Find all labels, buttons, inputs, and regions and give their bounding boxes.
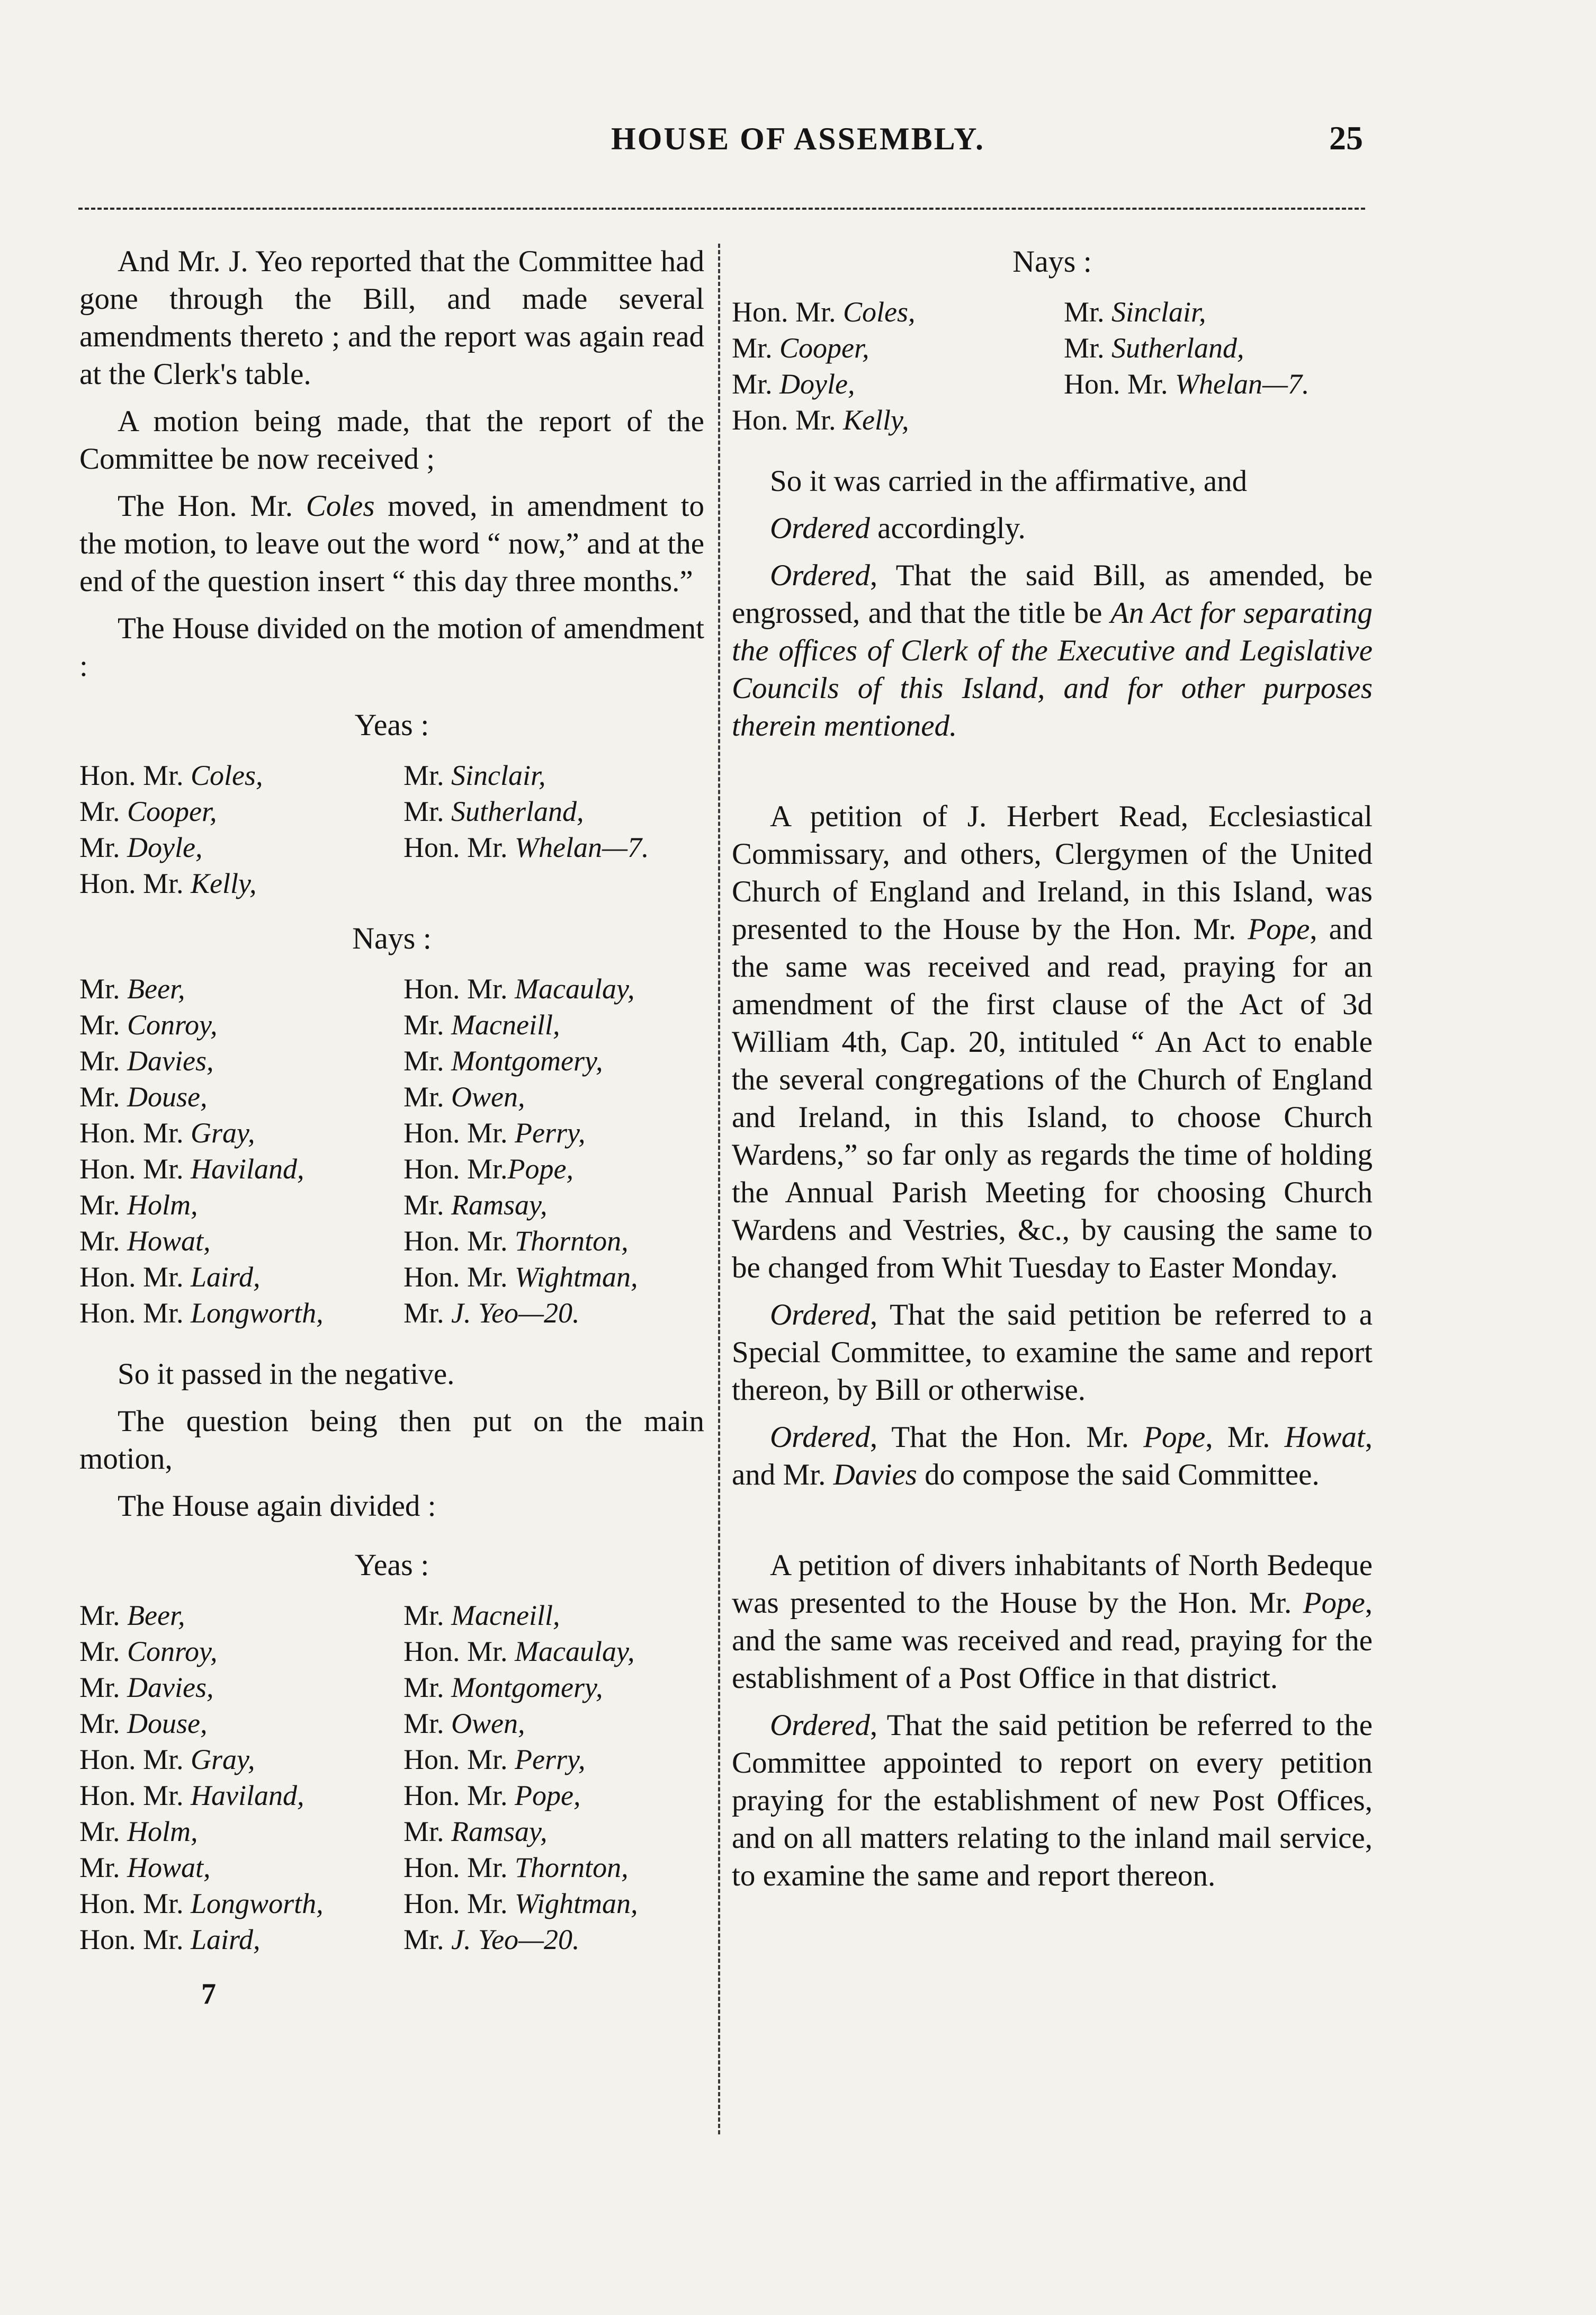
division-member: Hon. Mr. Whelan—7. — [404, 832, 649, 863]
division-member: Mr. Beer, — [79, 973, 185, 1005]
division-member: Hon. Mr. Longworth, — [79, 1888, 324, 1919]
left-column — [79, 243, 704, 2013]
nays-heading: Nays : — [352, 921, 432, 955]
paragraph — [79, 1402, 704, 1478]
division-member: Hon. Mr. Coles, — [79, 759, 263, 791]
paragraph — [79, 403, 704, 478]
division-member: Mr. Douse, — [79, 1708, 208, 1739]
text-run: The question being then put on the main motion, — [79, 1405, 704, 1476]
text-run: , That the said petition be referred to the Committee appointed to report on every petition praying for the establishment of new Post Offices, and on all matters relating to the inland mail service, to examine the same and report thereon. — [732, 1709, 1373, 1892]
running-title: HOUSE OF ASSEMBLY. — [611, 121, 985, 156]
division-member: Mr. Sinclair, — [404, 759, 546, 791]
division-member: Mr. Owen, — [404, 1081, 525, 1113]
division-member: Mr. Howat, — [79, 1852, 211, 1883]
division-member: Mr. Davies, — [79, 1672, 214, 1703]
text-run: do compose the said Committee. — [917, 1458, 1320, 1491]
text-run: , and Mr. — [732, 1420, 1373, 1491]
division-member: Hon. Mr. Haviland, — [79, 1780, 304, 1811]
division-member: Hon. Mr.Pope, — [404, 1153, 573, 1185]
division-member: Hon. Mr. Perry, — [404, 1744, 586, 1775]
division-member: Mr. Ramsay, — [404, 1189, 548, 1221]
division-member: Mr. Howat, — [79, 1225, 211, 1257]
text-run: The House divided on the motion of amendment : — [79, 612, 704, 683]
paragraph — [732, 798, 1373, 1286]
paragraph — [732, 462, 1373, 500]
division-member: Mr. Doyle, — [732, 368, 855, 400]
division-list-yeas — [79, 757, 704, 901]
text-run: A petition of J. Herbert Read, Ecclesiastical Commissary, and others, Clergymen of the United Church of England and Ireland, in this Island, was presented to the House by the Hon. Mr. — [732, 800, 1373, 946]
division-member: Mr. Sinclair, — [1064, 296, 1206, 328]
column-divider — [718, 244, 720, 2134]
text-run: , Mr. — [1205, 1420, 1285, 1454]
division-member: Hon. Mr. Coles, — [732, 296, 916, 328]
order-word: Ordered — [770, 1709, 870, 1742]
division-member: Hon. Mr. Haviland, — [79, 1153, 304, 1185]
paragraph — [79, 1487, 704, 1525]
paragraph — [732, 1706, 1373, 1894]
division-member: Mr. Ramsay, — [404, 1816, 548, 1847]
text-run: , and the same was received and read, praying for the establishment of a Post Office in that district. — [732, 1586, 1373, 1695]
text-run: , That the Hon. Mr. — [869, 1420, 1144, 1454]
member-name: Pope — [1143, 1420, 1206, 1454]
paragraph — [732, 557, 1373, 745]
division-member: Hon. Mr. Pope, — [404, 1780, 581, 1811]
text-run: , and the same was received and read, praying for an amendment of the first clause of the Act of 3d William 4th, Cap. 20, intituled “ An Act to enable the several congregations of the Church of England and Ireland, in this Island, to choose Church Wardens,” so far only as regards the time of holding the Annual Parish Meeting for choosing Church Wardens and Vestries, &c., by causing the same to be changed from Whit Tuesday to Easter Monday. — [732, 913, 1373, 1284]
division-list-nays — [79, 971, 704, 1331]
division-member: Mr. J. Yeo—20. — [404, 1924, 580, 1955]
text-run: accordingly. — [869, 512, 1026, 545]
yeas-heading: Yeas : — [354, 708, 429, 742]
text-run: , That the said Bill, as amended, be engrossed, and that the title be — [732, 559, 1373, 630]
order-word: Ordered — [770, 1298, 870, 1331]
text-run: A petition of divers inhabitants of North Bedeque was presented to the House by the Hon. Mr. — [732, 1549, 1373, 1620]
text-run: The House again divided : — [118, 1489, 436, 1523]
division-member: Mr. Holm, — [79, 1816, 198, 1847]
paragraph — [732, 510, 1373, 547]
page-number: 25 — [1329, 119, 1363, 157]
division-member: Hon. Mr. Laird, — [79, 1261, 261, 1293]
division-list-nays — [732, 294, 1373, 438]
paragraph — [732, 1547, 1373, 1697]
division-member: Hon. Mr. Longworth, — [79, 1297, 324, 1329]
text-run: , That the said petition be referred to a Special Committee, to examine the same and report thereon, by Bill or otherwise. — [732, 1298, 1373, 1407]
member-name: Pope — [1303, 1586, 1365, 1620]
division-member: Hon. Mr. Gray, — [79, 1117, 255, 1149]
yeas-heading: Yeas : — [354, 1548, 429, 1582]
paragraph — [79, 1355, 704, 1393]
division-member: Hon. Mr. Gray, — [79, 1744, 255, 1775]
division-member: Mr. Doyle, — [79, 832, 203, 863]
order-word: Ordered — [770, 1420, 870, 1454]
division-member: Mr. Beer, — [79, 1599, 185, 1631]
paragraph — [79, 243, 704, 393]
division-member: Mr. Sutherland, — [404, 795, 584, 827]
division-member: Hon. Mr. Macaulay, — [404, 973, 635, 1005]
division-member: Hon. Mr. Perry, — [404, 1117, 586, 1149]
text-run: So it was carried in the affirmative, and — [770, 464, 1248, 498]
division-member: Mr. Douse, — [79, 1081, 208, 1113]
paragraph — [732, 1418, 1373, 1494]
text-run: And Mr. J. Yeo reported that the Committee had gone through the Bill, and made several amendments thereto ; and the report was again read at the Clerk's table. — [79, 245, 704, 391]
order-word: Ordered — [770, 512, 870, 545]
paragraph — [79, 487, 704, 600]
division-member: Mr. Owen, — [404, 1708, 525, 1739]
division-member: Mr. Holm, — [79, 1189, 198, 1221]
member-name: Pope — [1248, 913, 1310, 946]
division-list-yeas — [79, 1597, 704, 1958]
order-word: Ordered — [770, 559, 870, 592]
paragraph — [732, 1296, 1373, 1409]
paragraph — [79, 610, 704, 685]
division-member: Mr. Sutherland, — [1064, 332, 1244, 364]
division-member: Mr. Montgomery, — [404, 1045, 603, 1077]
text-run: moved, in amendment to the motion, to leave out the word “ now,” and at the end of the question insert “ this day three months.” — [79, 489, 704, 598]
division-member: Mr. Cooper, — [79, 795, 217, 827]
division-member: Mr. Macneill, — [404, 1009, 560, 1041]
signature-mark: 7 — [201, 1978, 216, 2010]
division-member: Hon. Mr. Wightman, — [404, 1888, 638, 1919]
nays-heading: Nays : — [1012, 244, 1092, 279]
header-rule — [78, 208, 1365, 210]
division-member: Mr. Conroy, — [79, 1635, 218, 1667]
member-name: Davies — [833, 1458, 917, 1491]
division-member: Mr. Cooper, — [732, 332, 869, 364]
division-member: Mr. Macneill, — [404, 1599, 560, 1631]
right-column — [732, 243, 1373, 1904]
text-run: The Hon. Mr. — [118, 489, 306, 523]
act-title: An Act for separating the offices of Clerk of the Executive and Legislative Councils of this Island, and for other purposes therein mentioned. — [732, 596, 1373, 743]
division-member: Hon. Mr. Kelly, — [732, 404, 909, 436]
division-member: Mr. Davies, — [79, 1045, 214, 1077]
division-member: Mr. Montgomery, — [404, 1672, 603, 1703]
member-name: Coles — [306, 489, 375, 523]
division-member: Hon. Mr. Laird, — [79, 1924, 261, 1955]
division-member: Mr. Conroy, — [79, 1009, 218, 1041]
division-member: Mr. J. Yeo—20. — [404, 1297, 580, 1329]
division-member: Hon. Mr. Macaulay, — [404, 1635, 635, 1667]
division-member: Hon. Mr. Kelly, — [79, 868, 257, 899]
division-member: Hon. Mr. Whelan—7. — [1064, 368, 1310, 400]
division-member: Hon. Mr. Thornton, — [404, 1225, 629, 1257]
division-member: Hon. Mr. Thornton, — [404, 1852, 629, 1883]
text-run: So it passed in the negative. — [118, 1357, 455, 1391]
division-member: Hon. Mr. Wightman, — [404, 1261, 638, 1293]
member-name: Howat — [1284, 1420, 1365, 1454]
text-run: A motion being made, that the report of the Committee be now received ; — [79, 405, 704, 476]
